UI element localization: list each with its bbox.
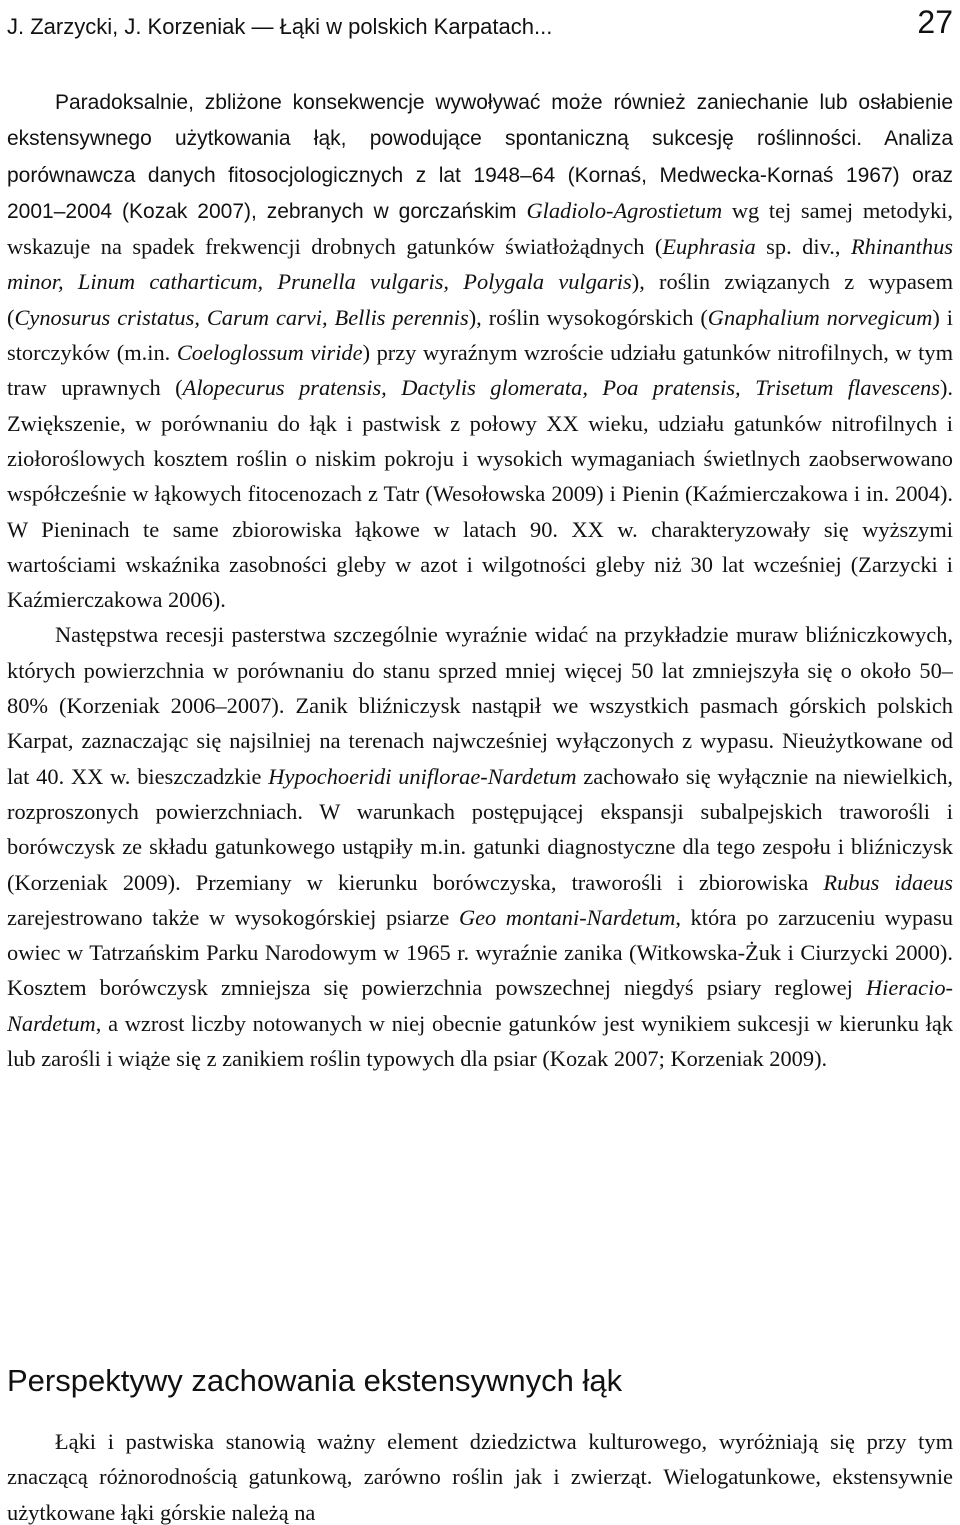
paragraph-2 xyxy=(7,617,953,1076)
p2-taxon-4: Hieracio-Nardetum xyxy=(7,975,953,1036)
p1-taxon-3: Rhinanthus minor, Linum catharticum, Prunella vulgaris, Polygala vulgaris xyxy=(7,234,953,295)
p2-text-2: zachowało się wyłącznie na niewielkich, rozproszonych powierzchniach. W warunkach postępującej ekspansji subalpejskich traworośli i borówczysk ze składu gatunkowego ustąpiły m.in. gatunki diagnostyczne dla tego zespołu i bliźniczysk (Korzeniak 2009). Przemiany w kierunku borówczyska, traworośli i zbiorowiska xyxy=(7,763,953,895)
p1-text-2: wg tej samej metodyki, wskazuje na spadek frekwencji drobnych gatunków światłożądnych ( xyxy=(7,197,953,260)
p1-text-7: ) przy wyraźnym wzroście udziału gatunków nitrofilnych, w tym traw uprawnych ( xyxy=(7,340,953,401)
p1-taxon-5: Gnaphalium norvegicum xyxy=(707,304,933,330)
p1-text-5: ), roślin wysokogórskich ( xyxy=(468,304,708,330)
p2-taxon-1: Hypochoeridi uniflorae-Nardetum xyxy=(268,763,577,789)
running-head-title: J. Zarzycki, J. Korzeniak — Łąki w polskich Karpatach... xyxy=(7,14,553,39)
p2-text-5: , a wzrost liczby notowanych w niej obecnie gatunków jest wynikiem sukcesji w kierunku łąk lub zarośli i wiąże się z zanikiem roślin typowych dla psiar (Kozak 2007; Korzeniak 2009). xyxy=(7,1010,953,1072)
p2-text-1: Następstwa recesji pasterstwa szczególnie wyraźnie widać na przykładzie muraw bliźniczkowych, których powierzchnia w porównaniu do stanu sprzed mniej więcej 50 lat zmniejszyła się o około 50–80% (Korzeniak 2006–2007). Zanik bliźniczysk nastąpił we wszystkich pasmach górskich polskich Karpat, zaznaczając się najsilniej na terenach najwcześniej wyłączonych z wypasu. Nieużytkowane od lat 40. XX w. bieszczadzkie xyxy=(7,622,953,789)
body-text xyxy=(7,84,953,1076)
running-head xyxy=(7,4,953,44)
page-number: 27 xyxy=(917,4,953,40)
paragraph-1 xyxy=(7,84,953,617)
p1-taxon-7: Alopecurus pratensis, Dactylis glomerata, Poa pratensis, Trisetum flavescens xyxy=(182,375,940,401)
p1-taxon-6: Coeloglossum viride xyxy=(176,340,363,366)
p1-text-3: sp. div., xyxy=(755,234,851,260)
body-text-continued xyxy=(7,1424,953,1525)
p2-taxon-3: Geo montani-Nardetum xyxy=(458,904,676,930)
p2-taxon-2: Rubus idaeus xyxy=(823,869,953,895)
section-heading: Perspektywy zachowania ekstensywnych łąk xyxy=(7,1363,623,1398)
document-page xyxy=(7,0,953,1525)
p1-text-6: ) i storczyków (m.in. xyxy=(7,304,953,366)
paragraph-3: Łąki i pastwiska stanowią ważny element dziedzictwa kulturowego, wyróżniają się przy tym znaczącą różnorodnością gatunkową, zarówno roślin jak i zwierząt. Wielogatunkowe, ekstensywnie użytkowane łąki górskie należą na xyxy=(7,1429,953,1525)
p1-text-8: ). Zwiększenie, w porównaniu do łąk i pastwisk z połowy XX wieku, udziału gatunków nitrofilnych i ziołoroślowych kosztem roślin o niskim pokroju i wysokich wymaganiach świetlnych zaobserwowano współcześnie w łąkowych fitocenozach z Tatr (Wesołowska 2009) i Pienin (Kaźmierczakowa i in. 2004). W Pieninach te same zbiorowiska łąkowe w latach 90. XX w. charakteryzowały się wyższymi wartościami wskaźnika zasobności gleby w azot i wilgotności gleby niż 30 lat wcześniej (Zarzycki i Kaźmierczakowa 2006). xyxy=(7,375,953,613)
p1-taxon-2: Euphrasia xyxy=(662,234,756,260)
p2-text-4: , która po zarzuceniu wypasu owiec w Tatrzańskim Parku Narodowym w 1965 r. wyraźnie zanika (Witkowska-Żuk i Ciurzycki 2000). Kosztem borówczysk zmniejsza się powierzchnia powszechnej niegdyś psiary reglowej xyxy=(7,904,953,1001)
p1-text-4: ), roślin związanych z wypasem ( xyxy=(7,269,953,330)
p1-text-1: Paradoksalnie, zbliżone konsekwencje wywoływać może również zaniechanie lub osłabienie ekstensywnego użytkowania łąk, powodujące spontaniczną sukcesję roślinności. Analiza porównawcza danych fitosocjologicznych z lat 1948–64 (Kornaś, Medwecka-Kornaś 1967) oraz 2001–2004 (Kozak 2007), zebranych w gorczańskim xyxy=(7,91,953,223)
p2-text-3: zarejestrowano także w wysokogórskiej psiarze xyxy=(7,904,459,930)
p1-taxon-1: Gladiolo-Agrostietum xyxy=(526,197,723,223)
p1-taxon-4: Cynosurus cristatus, Carum carvi, Bellis perennis xyxy=(14,304,469,330)
